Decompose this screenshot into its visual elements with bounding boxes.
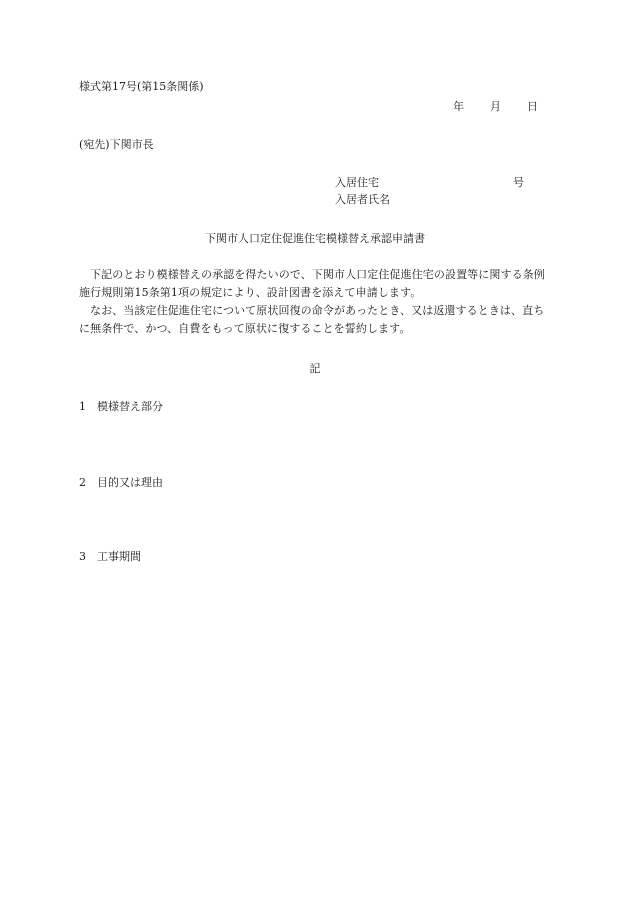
body-paragraph-request: 下記のとおり模様替えの承認を得たいので、下関市人口定住促進住宅の設置等に関する条例施行規則第15条第1項の規定により、設計図書を添えて申請します。 [79, 268, 545, 299]
applicant-block [335, 175, 525, 209]
item-number: 2 [79, 476, 86, 489]
item-purpose [79, 475, 163, 490]
item-label: 工事期間 [97, 550, 141, 563]
ki-heading: 記 [309, 362, 321, 375]
residence-row [335, 175, 525, 192]
date-line [453, 99, 538, 114]
item-construction-period [79, 549, 141, 564]
resident-name-label: 入居者氏名 [335, 193, 390, 206]
form-number: 様式第17号(第15条関係) [79, 80, 204, 93]
document-title: 下関市人口定住促進住宅模様替え承認申請書 [205, 232, 425, 245]
item-number: 1 [79, 400, 86, 413]
addressee: (宛先)下関市長 [79, 138, 154, 151]
date-month-label: 月 [490, 100, 501, 113]
residence-number-suffix: 号 [513, 176, 524, 189]
item-label: 目的又は理由 [97, 476, 163, 489]
residence-label: 入居住宅 [335, 176, 379, 189]
body-paragraph-pledge: なお、当該定住促進住宅について原状回復の命令があったとき、又は返還するときは、直ちに無条件で、かつ、自費をもって原状に復することを誓約します。 [79, 304, 545, 335]
body-text [79, 266, 551, 338]
date-day-label: 日 [527, 100, 538, 113]
item-label: 模様替え部分 [97, 400, 163, 413]
item-alteration-part [79, 399, 163, 414]
resident-name-row [335, 192, 525, 209]
date-year-label: 年 [453, 100, 464, 113]
item-number: 3 [79, 550, 86, 563]
